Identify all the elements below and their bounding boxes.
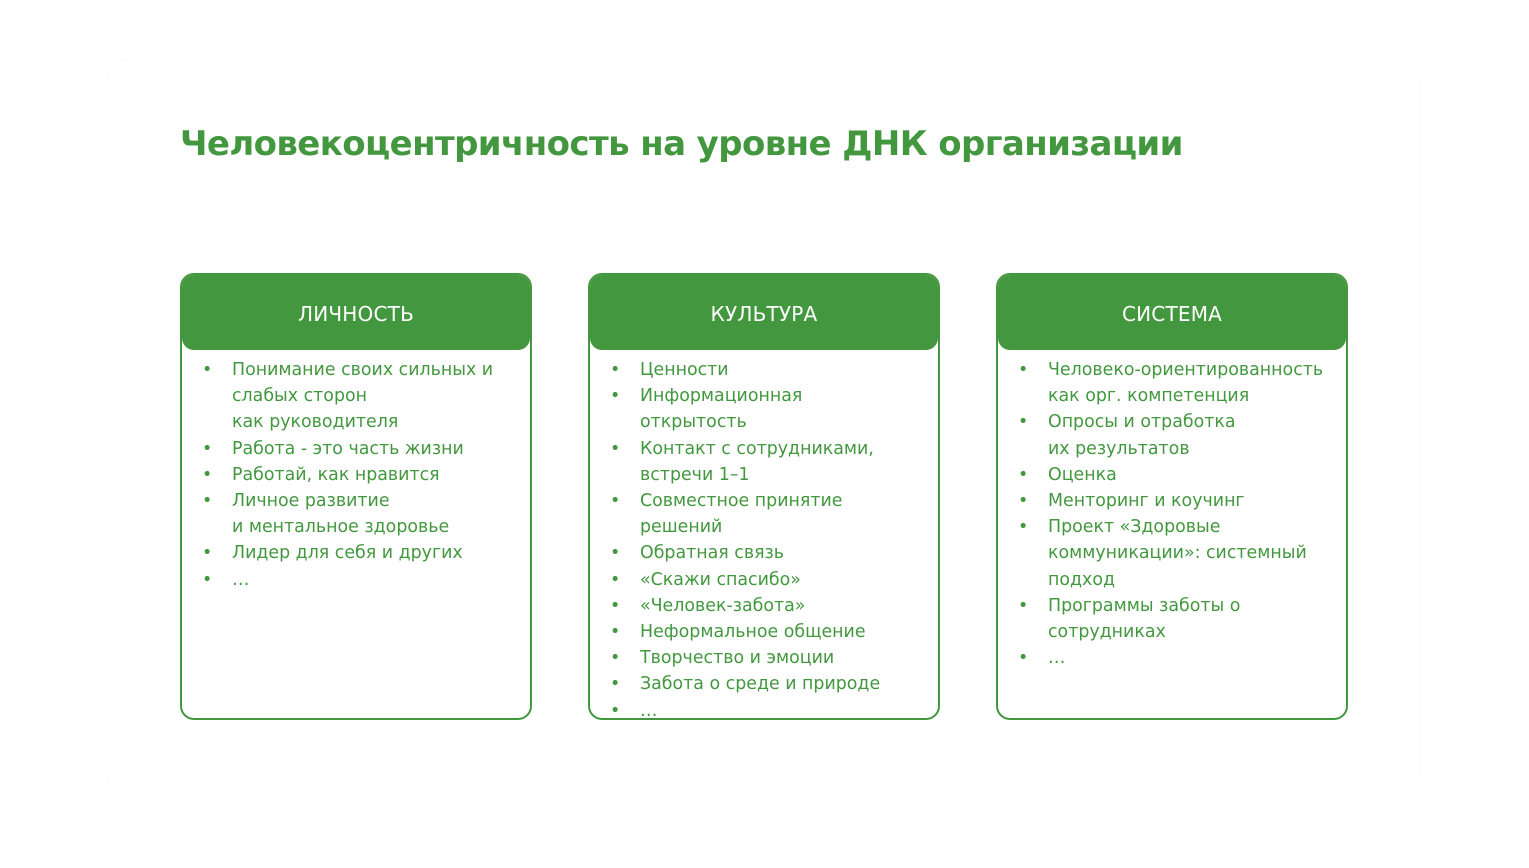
list-item [610,698,930,720]
list-item [202,436,522,462]
list-item-text: Обратная связь [640,543,785,564]
bullet-icon: • [610,491,621,512]
list-item-text: … [640,700,658,720]
bullet-icon: • [610,674,621,695]
bullet-icon: • [1018,517,1029,538]
bullet-icon: • [610,595,621,616]
bullet-icon: • [610,543,621,564]
card-list [590,350,938,720]
bullet-icon: • [202,491,213,512]
bullet-icon: • [610,648,621,669]
card-heading: СИСТЕМА [1121,301,1223,326]
list-item-text: Опросы и отработка их результатов [1048,412,1236,459]
list-item-text: Совместное принятие решений [640,491,843,538]
list-item [1018,409,1338,461]
list-item-text: Забота о среде и природе [640,674,881,695]
list-item [610,593,930,619]
list-item-text: Работа - это часть жизни [232,438,464,459]
bullet-icon: • [1018,491,1029,512]
bullet-icon: • [1018,360,1029,380]
list-item [610,671,930,697]
bullet-icon: • [610,569,621,590]
list-item [1018,488,1338,514]
list-item [610,357,930,383]
list-item-text: Личное развитие и ментальное здоровье [232,491,450,538]
bullet-icon: • [202,543,213,564]
list-item-text: Неформальное общение [640,622,866,643]
list-item-text: Человеко-ориентированность как орг. компетенция [1048,360,1324,407]
list-item [202,567,522,593]
list-item-text: Менторинг и коучинг [1048,491,1245,512]
bullet-icon: • [610,700,621,720]
list-item [610,645,930,671]
list-item-text: Информационная открытость [640,386,803,433]
list-item [1018,593,1338,645]
bullet-icon: • [202,438,213,459]
list-item-text: … [1048,648,1066,669]
list-item-text: Понимание своих сильных и слабых сторон как руководителя [232,360,494,433]
list-item [610,488,930,540]
list-item [610,436,930,488]
list-item-text: «Человек-забота» [640,595,806,616]
list-item-text: Работай, как нравится [232,464,440,485]
list-item [202,462,522,488]
bullet-icon: • [202,360,213,380]
card-header [182,275,530,350]
card-heading: КУЛЬТУРА [710,301,818,326]
bullet-icon: • [610,438,621,459]
list-item-text: «Скажи спасибо» [640,569,801,590]
list-item-text: Творчество и эмоции [640,648,835,669]
list-item-text: Лидер для себя и других [232,543,463,564]
list-item [202,357,522,436]
bullet-icon: • [1018,595,1029,616]
list-item [610,567,930,593]
card-header [590,275,938,350]
list-item [202,540,522,566]
bullet-icon: • [1018,412,1029,433]
list-item [202,488,522,540]
list-item [610,619,930,645]
list-item [1018,514,1338,593]
list-item-text: Проект «Здоровые коммуникации»: системный подход [1048,517,1307,590]
list-item [1018,462,1338,488]
card-list [182,350,530,593]
bullet-icon: • [202,464,213,485]
list-item [1018,645,1338,671]
list-item-text: Программы заботы о сотрудниках [1048,595,1241,643]
bullet-icon: • [1018,648,1029,669]
list-item-text: Оценка [1048,464,1117,485]
list-item [1018,357,1338,409]
list-item [610,383,930,435]
bullet-icon: • [610,622,621,643]
list-item-text: Контакт с сотрудниками, встречи 1–1 [640,438,874,485]
card-culture [588,273,940,720]
list-item-text: … [232,569,250,590]
list-item [610,540,930,566]
card-list [998,350,1346,671]
bullet-icon: • [610,360,621,380]
page-title: Человекоцентричность на уровне ДНК организации [180,124,1183,164]
card-system [996,273,1348,720]
bullet-icon: • [202,569,213,590]
bullet-icon: • [1018,464,1029,485]
card-header [998,275,1346,350]
bullet-icon: • [610,386,621,407]
card-heading: ЛИЧНОСТЬ [298,301,414,326]
card-personality [180,273,532,720]
list-item-text: Ценности [640,360,729,380]
